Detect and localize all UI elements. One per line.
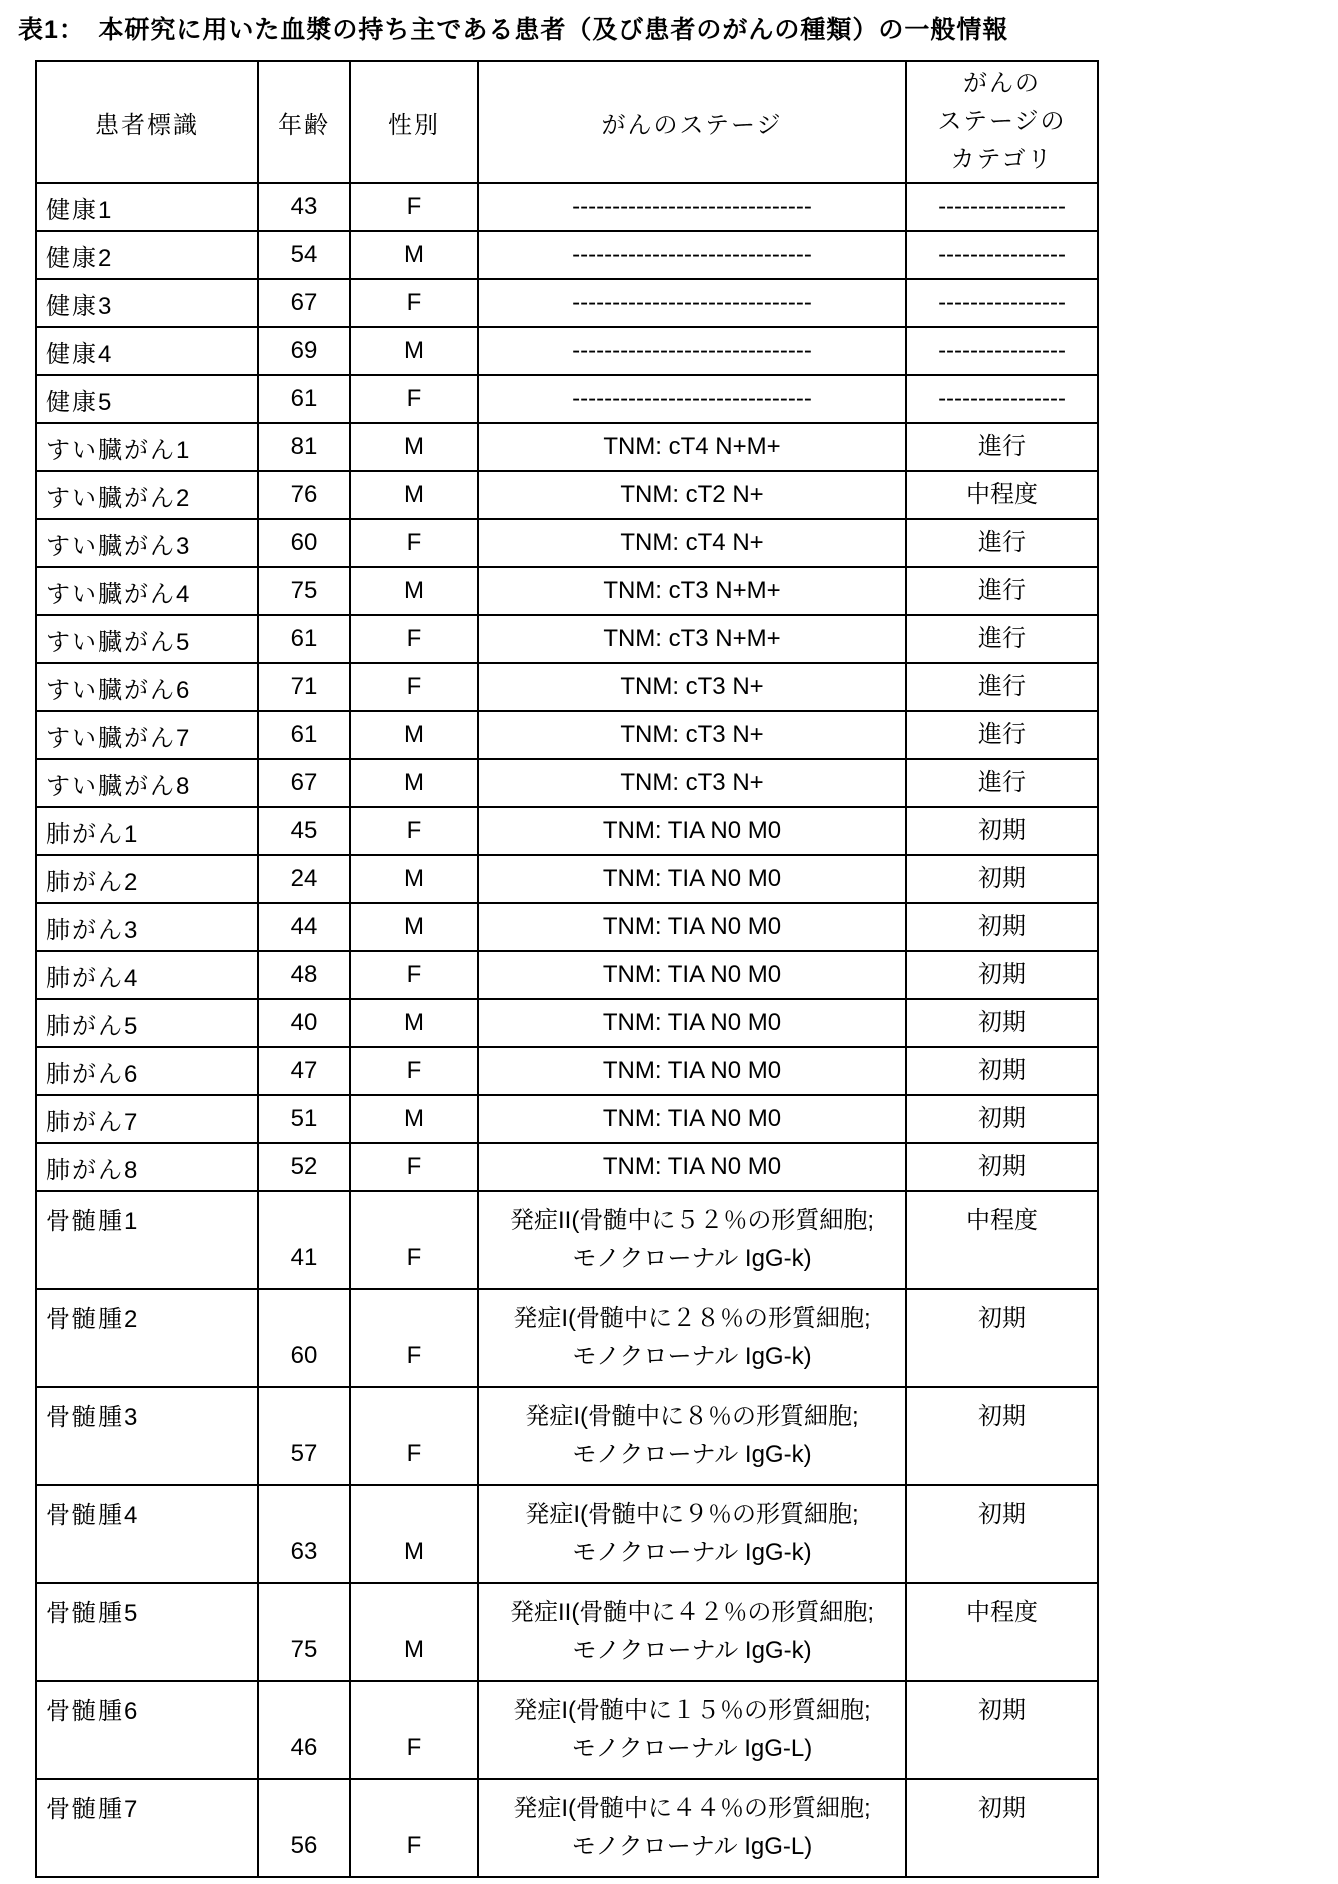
patient-id-cell: すい臓がん4 [36,567,258,615]
table-row [36,327,1098,375]
table-row [36,519,1098,567]
table-row [36,183,1098,231]
sex-cell: M [350,1485,478,1583]
age-cell: 76 [258,471,350,519]
table-row [36,615,1098,663]
table-row [36,567,1098,615]
patient-id-cell: すい臓がん6 [36,663,258,711]
sex-cell: M [350,999,478,1047]
sex-cell: M [350,327,478,375]
stage-cell: TNM: TIA N0 M0 [478,951,906,999]
patient-id-cell: 健康5 [36,375,258,423]
stage-cell: TNM: TIA N0 M0 [478,1143,906,1191]
stage-cell: ------------------------------ [478,183,906,231]
table-row [36,375,1098,423]
sex-cell: F [350,519,478,567]
table-row [36,471,1098,519]
sex-cell: F [350,951,478,999]
category-cell: 中程度 [906,471,1098,519]
table-row [36,279,1098,327]
category-cell: 初期 [906,1387,1098,1485]
category-cell: 初期 [906,951,1098,999]
table-row [36,423,1098,471]
patient-id-cell: 骨髄腫6 [36,1681,258,1779]
sex-cell: F [350,1289,478,1387]
stage-cell: TNM: TIA N0 M0 [478,903,906,951]
patient-id-cell: すい臓がん1 [36,423,258,471]
stage-cell: 発症I(骨髄中に４４％の形質細胞; モノクローナル IgG-L) [478,1779,906,1877]
sex-cell: M [350,711,478,759]
category-cell: ---------------- [906,327,1098,375]
header-row [36,61,1098,183]
age-cell: 61 [258,375,350,423]
patient-id-cell: 肺がん6 [36,1047,258,1095]
age-cell: 57 [258,1387,350,1485]
age-cell: 75 [258,567,350,615]
category-cell: 中程度 [906,1583,1098,1681]
category-cell: 初期 [906,855,1098,903]
sex-cell: M [350,1095,478,1143]
sex-cell: F [350,807,478,855]
stage-cell: 発症I(骨髄中に１５％の形質細胞; モノクローナル IgG-L) [478,1681,906,1779]
patient-id-cell: 骨髄腫1 [36,1191,258,1289]
sex-cell: M [350,855,478,903]
sex-cell: F [350,1191,478,1289]
patient-id-cell: 健康3 [36,279,258,327]
patients-table [35,60,1099,1878]
age-cell: 51 [258,1095,350,1143]
category-cell: 初期 [906,807,1098,855]
table-row [36,759,1098,807]
table-row [36,855,1098,903]
age-cell: 44 [258,903,350,951]
header-stage-category: がんの ステージの カテゴリ [906,61,1098,183]
category-cell: 進行 [906,519,1098,567]
sex-cell: F [350,1143,478,1191]
category-cell: 中程度 [906,1191,1098,1289]
patient-id-cell: 健康1 [36,183,258,231]
category-cell: 進行 [906,423,1098,471]
category-cell: ---------------- [906,375,1098,423]
category-cell: 進行 [906,711,1098,759]
table-row [36,1143,1098,1191]
stage-cell: ------------------------------ [478,231,906,279]
sex-cell: F [350,1387,478,1485]
category-cell: 進行 [906,759,1098,807]
age-cell: 67 [258,279,350,327]
header-age: 年齢 [258,61,350,183]
category-cell: 進行 [906,663,1098,711]
header-cancer-stage: がんのステージ [478,61,906,183]
table-row [36,903,1098,951]
patient-id-cell: 骨髄腫7 [36,1779,258,1877]
sex-cell: F [350,375,478,423]
stage-cell: 発症I(骨髄中に２８％の形質細胞; モノクローナル IgG-k) [478,1289,906,1387]
patient-id-cell: 骨髄腫3 [36,1387,258,1485]
stage-cell: ------------------------------ [478,279,906,327]
patient-id-cell: 肺がん2 [36,855,258,903]
age-cell: 81 [258,423,350,471]
patient-id-cell: すい臓がん5 [36,615,258,663]
table-body [36,183,1098,1877]
sex-cell: F [350,1047,478,1095]
sex-cell: M [350,759,478,807]
table-row [36,231,1098,279]
age-cell: 48 [258,951,350,999]
sex-cell: F [350,1779,478,1877]
category-cell: ---------------- [906,279,1098,327]
stage-cell: 発症II(骨髄中に４２％の形質細胞; モノクローナル IgG-k) [478,1583,906,1681]
table-row [36,1047,1098,1095]
sex-cell: M [350,471,478,519]
patient-id-cell: 肺がん8 [36,1143,258,1191]
table-row [36,663,1098,711]
age-cell: 47 [258,1047,350,1095]
age-cell: 41 [258,1191,350,1289]
age-cell: 43 [258,183,350,231]
table-row [36,1485,1098,1583]
patient-id-cell: すい臓がん7 [36,711,258,759]
sex-cell: M [350,423,478,471]
category-cell: 初期 [906,1289,1098,1387]
age-cell: 52 [258,1143,350,1191]
patient-id-cell: 肺がん4 [36,951,258,999]
age-cell: 60 [258,519,350,567]
age-cell: 56 [258,1779,350,1877]
category-cell: 初期 [906,1095,1098,1143]
table-row [36,1289,1098,1387]
patient-id-cell: すい臓がん2 [36,471,258,519]
stage-cell: TNM: TIA N0 M0 [478,1095,906,1143]
sex-cell: M [350,1583,478,1681]
age-cell: 63 [258,1485,350,1583]
patient-id-cell: 骨髄腫4 [36,1485,258,1583]
category-cell: 初期 [906,1681,1098,1779]
sex-cell: F [350,663,478,711]
sex-cell: M [350,231,478,279]
table-row [36,1191,1098,1289]
stage-cell: TNM: cT3 N+M+ [478,567,906,615]
stage-cell: 発症I(骨髄中に９％の形質細胞; モノクローナル IgG-k) [478,1485,906,1583]
age-cell: 45 [258,807,350,855]
patient-id-cell: 肺がん1 [36,807,258,855]
stage-cell: TNM: TIA N0 M0 [478,807,906,855]
age-cell: 46 [258,1681,350,1779]
category-cell: ---------------- [906,183,1098,231]
table-row [36,1387,1098,1485]
table-row [36,1583,1098,1681]
table-row [36,999,1098,1047]
age-cell: 61 [258,711,350,759]
sex-cell: M [350,567,478,615]
patient-id-cell: 肺がん7 [36,1095,258,1143]
stage-cell: TNM: TIA N0 M0 [478,855,906,903]
stage-cell: TNM: cT3 N+ [478,663,906,711]
stage-cell: ------------------------------ [478,327,906,375]
table-row [36,951,1098,999]
category-cell: 初期 [906,1485,1098,1583]
patient-id-cell: 骨髄腫2 [36,1289,258,1387]
stage-cell: TNM: cT3 N+ [478,759,906,807]
category-cell: 初期 [906,903,1098,951]
sex-cell: F [350,183,478,231]
stage-cell: ------------------------------ [478,375,906,423]
category-cell: 初期 [906,1047,1098,1095]
category-cell: 初期 [906,999,1098,1047]
age-cell: 67 [258,759,350,807]
patient-id-cell: 肺がん5 [36,999,258,1047]
sex-cell: F [350,615,478,663]
stage-cell: TNM: cT4 N+ [478,519,906,567]
category-cell: 初期 [906,1779,1098,1877]
category-cell: 進行 [906,567,1098,615]
stage-cell: TNM: cT3 N+ [478,711,906,759]
age-cell: 69 [258,327,350,375]
patient-id-cell: 骨髄腫5 [36,1583,258,1681]
category-cell: 初期 [906,1143,1098,1191]
age-cell: 60 [258,1289,350,1387]
table-row [36,1779,1098,1877]
table-row [36,711,1098,759]
category-cell: 進行 [906,615,1098,663]
category-cell: ---------------- [906,231,1098,279]
age-cell: 24 [258,855,350,903]
table-title: 表1： 本研究に用いた血漿の持ち主である患者（及び患者のがんの種類）の一般情報 [18,16,1009,44]
age-cell: 40 [258,999,350,1047]
sex-cell: F [350,279,478,327]
patient-id-cell: 健康4 [36,327,258,375]
age-cell: 61 [258,615,350,663]
stage-cell: 発症II(骨髄中に５２％の形質細胞; モノクローナル IgG-k) [478,1191,906,1289]
patient-id-cell: 肺がん3 [36,903,258,951]
stage-cell: TNM: cT3 N+M+ [478,615,906,663]
table-row [36,807,1098,855]
age-cell: 54 [258,231,350,279]
sex-cell: M [350,903,478,951]
stage-cell: TNM: TIA N0 M0 [478,1047,906,1095]
stage-cell: TNM: cT2 N+ [478,471,906,519]
age-cell: 75 [258,1583,350,1681]
table-row [36,1681,1098,1779]
patient-id-cell: すい臓がん3 [36,519,258,567]
table-row [36,1095,1098,1143]
header-patient-id: 患者標識 [36,61,258,183]
sex-cell: F [350,1681,478,1779]
patient-id-cell: すい臓がん8 [36,759,258,807]
stage-cell: 発症I(骨髄中に８％の形質細胞; モノクローナル IgG-k) [478,1387,906,1485]
patient-id-cell: 健康2 [36,231,258,279]
stage-cell: TNM: TIA N0 M0 [478,999,906,1047]
header-sex: 性別 [350,61,478,183]
age-cell: 71 [258,663,350,711]
stage-cell: TNM: cT4 N+M+ [478,423,906,471]
